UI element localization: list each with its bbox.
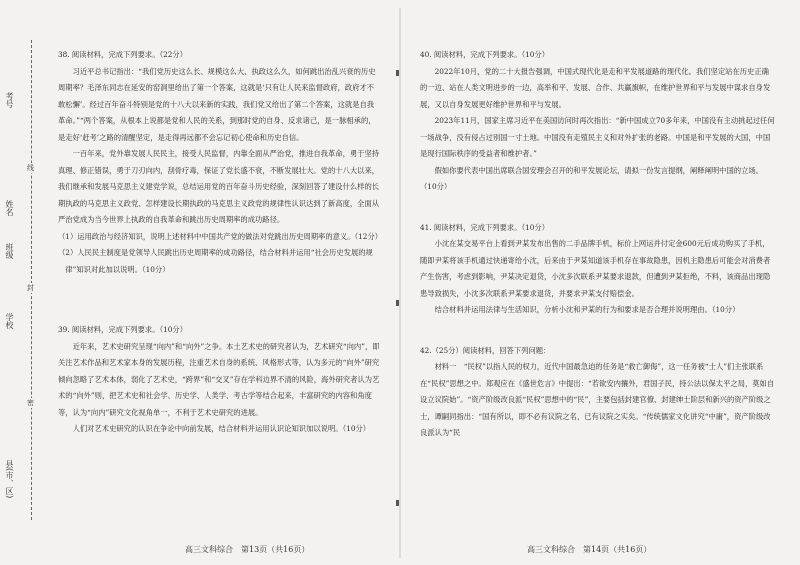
- page-fold: [399, 8, 401, 558]
- q41-header: 41. 阅读材料，完成下列要求。（10分）: [420, 222, 550, 232]
- q38-header: 38. 阅读材料，完成下列要求。（22分）: [58, 50, 188, 59]
- page-footer-left: 高三文科综合 第13页（共16页）: [185, 545, 310, 554]
- q38-sub-question: （1）运用政治与经济知识，说明上述材料中中国共产党的做法对党跳出历史周期率的意义。（12分）: [58, 231, 383, 241]
- q42-header: 42.（25分）阅读材料，回答下列问题：: [420, 345, 551, 355]
- q40-paragraph: 假如你要代表中国出席联合国安理会召开的和平发展论坛，请拟一份发言提纲，阐释阐明中国的立场。（10分）: [420, 165, 763, 191]
- seal-mark-secret: 密: [27, 399, 34, 407]
- seal-mark-seal: 封: [27, 284, 34, 292]
- q40-header: 40. 阅读材料，完成下列要求。（10分）: [420, 50, 550, 59]
- seal-mark-line: 线: [27, 164, 34, 172]
- binding-strip: [0, 0, 50, 565]
- left-page: [58, 47, 383, 438]
- q39-paragraph: 人们对艺术史研究的认识在争论中向前发展，结合材料并运用认识论知识加以说明。（10分）: [72, 424, 371, 433]
- q38-paragraph: 习近平总书记指出：“我们党历史这么长、规模这么大、执政这么久，如何跳出治乱兴衰的历史周期率？毛泽东同志在延安的窑洞里给出了第一个答案，这就是‘只有让人民来监督政府，政府才不敢松懈’。经过百年奋斗特别是党的十八大以来新的实践，我们党又给出了第二个答案，这就是自我革命。”“两个答案，从根本上说都是党和人民的关系，到那时党的自身、反求诸己，是一脉相承的，是走好‘赶考’之路的清醒坚定，是走得再远都不会忘记初心使命和历史自信。: [58, 66, 376, 142]
- exam-number-label: 考号: [5, 92, 14, 108]
- q42-paragraph: 材料一 “民权”以指人民的权力，近代中国最急迫的任务是“救亡御侮”，这一任务被“士人”们主张联系在“民权”思想之中。郑观应在《盛世危言》中提出：“若欲安内攘外，君国子民，持公法以保太平之局，莫如自设立议院始”。“资产阶级改良派“民权”思想中的“民”，主要包括封建官僚、封建绅士阶层和新兴的资产阶级之士，谭嗣同指出：“国有所以，即不必有议院之名，已有议院之实矣。“传统儒家文化讲究“中庸”，资产阶级改良派认为“民: [420, 362, 775, 437]
- q41-paragraph: 小沈在某交易平台上看到尹某发布出售的二手品牌手机，标价上网运并付定金600元后成功购买了手机，随即尹某将该手机通过快递寄给小沈，后来由于尹某知道该手机存在事故隐患，因机主隐患后可能会对消费者产生伤害，考虑到影响，尹某决定退货，小沈多次联系尹某要求退款，但遭到尹某拒绝，不料，该商品出现隐患导致损失，小沈多次联系尹某要求退货，并要求尹某支付赔偿金。: [420, 239, 771, 298]
- q41-paragraph: 结合材料并运用法律与生活知识，分析小沈和尹某的行为和要求是否合理并说明理由。（10分）: [434, 305, 740, 314]
- alignment-mark: [396, 70, 399, 76]
- name-label: 姓名: [5, 200, 14, 216]
- county-label: 县(市、区): [5, 460, 14, 499]
- seal-line: [31, 40, 32, 520]
- q39-paragraph: 近年来，艺术史研究呈现“向内”和“向外”之争。本土艺术史的研究者认为，艺术研究“向内”，即关注艺术作品和艺术家本身的发展历程，注重艺术自身的系统、风格形式等，认为多元的“向外”研究倾向忽略了艺术本体，弱化了艺术史，“跨界”和“交叉”存在学科边界不清的风险，海外研究者认为艺术的“向外”则，把艺术史和社会学、历史学、人类学、考古学等结合起来，丰富研究的内容和角度等，认为“向内”研究文化视角单一，不利于艺术史研究的进展。: [58, 341, 380, 417]
- alignment-mark: [396, 500, 399, 506]
- school-label: 学校: [5, 313, 14, 329]
- page-footer-right: 高三文科综合 第14页（共16页）: [527, 545, 652, 554]
- class-label: 班级: [5, 243, 14, 259]
- q40-paragraph: 2022年10月，党的二十大报告强调，中国式现代化是走和平发展道路的现代化。我们坚定站在历史正确的一边、站在人类文明进步的一边，高举和平、发展、合作、共赢旗帜，在维护世界和平与发展中谋求自身发展，又以自身发展更好维护世界和平与发展。: [420, 66, 771, 109]
- q38-sub-question: （2）人民民主制度是党领导人民跳出历史周期率的成功路径，结合材料并运用“社会历史发展的规律”知识对此加以说明。（10分）: [58, 248, 373, 274]
- right-page: [420, 47, 775, 442]
- q39-header: 39. 阅读材料，完成下列要求。（10分）: [58, 325, 188, 334]
- alignment-mark: [396, 300, 399, 306]
- q38-paragraph: 一百年来，党外靠发展人民民主，接受人民监督，内靠全面从严治党，推进自我革命，勇于坚持真理、修正错误，勇于刀刃向内，刮骨疗毒，保证了党长盛不衰，不断发展壮大。党的十八大以来，我们继承和发展马克思主义建党学说，总结运用党的百年奋斗历史经验，深刻回答了建设什么样的长期执政的马克思主义政党、怎样建设长期执政的马克思主义政党的规律性认识达到了新高度，全面从严治党成为当今世界上执政的自我革命和跳出历史周期率的成功路径。: [58, 149, 380, 224]
- q40-paragraph: 2023年11月，国家主席习近平在美国访问时再次指出：“新中国成立70多年来，中国没有主动挑起过任何一场战争，没有侵占过别国一寸土地。中国没有走殖民主义和对外扩张的老路。中国是和平发展的大国，中国是现行国际秩序的受益者和维护者。”: [420, 116, 775, 158]
